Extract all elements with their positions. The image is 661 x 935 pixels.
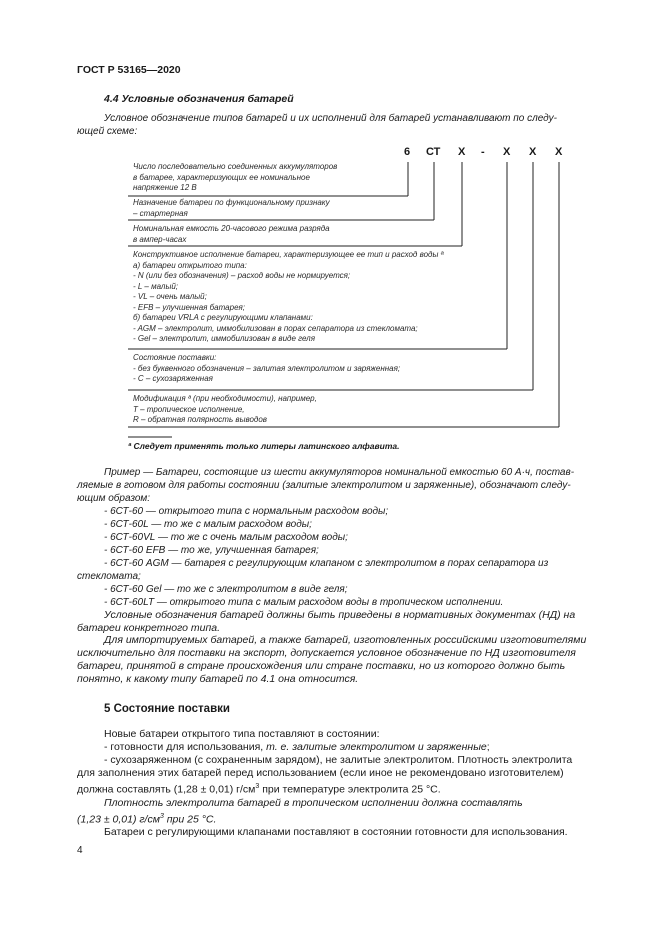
scheme-line: в ампер-часах xyxy=(133,234,187,244)
example-line: - 6СТ-60LT — открытого типа с малым расходом воды в тропическом исполнении. xyxy=(104,597,504,608)
scheme-line: - N (или без обозначения) – расход воды не нормируется; xyxy=(133,271,351,280)
text-run: должна составлять (1,28 ± 0,01) г/см xyxy=(77,783,256,796)
example-line: ющим образом: xyxy=(77,493,151,504)
scheme-line: - без буквенного обозначения – залитая электролитом и заряженная; xyxy=(133,363,401,373)
paragraph-nd-requirement xyxy=(77,609,575,635)
scheme-line: - VL – очень малый; xyxy=(133,292,207,301)
scheme-line: Номинальная емкость 20-часового режима разряда xyxy=(133,224,330,233)
paragraph-line: Для импортируемых батарей, а также батарей, изготовленных российскими изготовителями xyxy=(104,634,587,646)
section-5-line: для заполнения этих батарей перед использованием (если иное не рекомендовано изготовителем) xyxy=(77,767,564,779)
intro-line: Условное обозначение типов батарей и их исполнений для батарей устанавливают по следу- xyxy=(104,113,557,124)
scheme-line: R – обратная полярность выводов xyxy=(133,415,267,424)
scheme-line: напряжение 12 В xyxy=(133,183,197,192)
scheme-block-delivery xyxy=(133,353,400,385)
scheme-line: Назначение батареи по функциональному признаку xyxy=(133,198,330,207)
section-5-line: Батареи с регулирующими клапанами поставляют в состоянии готовности для использования. xyxy=(104,826,568,838)
superscript: 3 xyxy=(255,783,260,790)
page-number: 4 xyxy=(77,845,83,856)
scheme-line: в батарее, характеризующих ее номинальное xyxy=(133,172,310,182)
example-line: - 6СТ-60L — то же с малым расходом воды; xyxy=(104,519,312,530)
code-modification: Х xyxy=(555,146,563,158)
scheme-line: б) батареи VRLA с регулирующими клапанами: xyxy=(133,313,313,322)
scheme-line: Число последовательно соединенных аккумуляторов xyxy=(133,162,338,171)
paragraph-line: понятно, к какому типу батарей по 4.1 она относится. xyxy=(77,673,359,685)
scheme-line: Модификация ª (при необходимости), например, xyxy=(133,394,317,403)
scheme-block-modification xyxy=(133,394,317,426)
text-run: при 25 °С. xyxy=(163,813,217,825)
scheme-footnote: ª Следует применять только литеры латинского алфавита. xyxy=(128,441,400,451)
section-5-body xyxy=(77,728,572,839)
intro-line: ющей схеме: xyxy=(77,126,138,137)
example-line: стекломата; xyxy=(77,571,141,582)
section-4-4-title: 4.4 Условные обозначения батарей xyxy=(104,93,294,105)
scheme-line: а) батареи открытого типа: xyxy=(133,260,247,270)
scheme-block-construction xyxy=(133,250,444,345)
code-digit-count: 6 xyxy=(404,146,411,158)
text-run-italic: т. е. залитые электролитом и заряженные xyxy=(266,741,487,753)
scheme-block-capacity xyxy=(133,224,330,245)
scheme-line: – стартерная xyxy=(133,208,188,218)
paragraph-line: Условные обозначения батарей должны быть приведены в нормативных документах (НД) на xyxy=(104,609,576,621)
scheme-line: - С – сухозаряженная xyxy=(133,374,213,383)
code-capacity: Х xyxy=(458,146,466,158)
section-5-line xyxy=(77,780,572,797)
section-5-line xyxy=(77,741,572,754)
section-5-line: - сухозаряженном (с сохраненным зарядом), не залитые электролитом. Плотность электролита xyxy=(104,754,573,766)
superscript: 3 xyxy=(159,812,164,820)
section-5-line: Новые батареи открытого типа поставляют в состоянии: xyxy=(104,728,380,740)
paragraph-line: исключительно для поставки на экспорт, допускается условное обозначение по НД изготовителя xyxy=(77,647,576,659)
scheme-line: Состояние поставки: xyxy=(133,353,217,362)
scheme-line: Конструктивное исполнение батареи, характеризующее ее тип и расход воды ª xyxy=(133,250,444,259)
text-run: при температуре электролита 25 °С. xyxy=(259,783,441,796)
example-line: - 6СТ-60 EFB — то же, улучшенная батарея; xyxy=(104,545,319,556)
scheme-line: - AGM – электролит, иммобилизован в порах сепаратора из стекломата; xyxy=(133,323,418,333)
code-purpose: СТ xyxy=(426,146,441,158)
example-line: - 6СТ-60 Gel — то же с электролитом в виде геля; xyxy=(104,584,348,595)
section-5-line xyxy=(77,810,572,827)
scheme-block-cells xyxy=(133,162,337,194)
scheme-line: Т – тропическое исполнение, xyxy=(133,404,245,414)
code-construction: Х xyxy=(503,146,511,158)
text-run: (1,23 ± 0,01) г/см xyxy=(77,813,160,825)
text-run: ; xyxy=(486,741,490,753)
scheme-line: - L – малый; xyxy=(133,281,178,291)
section-5-title: 5 Состояние поставки xyxy=(104,703,230,715)
scheme-line: - Gel – электролит, иммобилизован в виде геля xyxy=(133,334,315,343)
paragraph-imported-batteries xyxy=(77,634,586,686)
text-run: - готовности для использования, xyxy=(104,741,267,753)
scheme-line: - EFB – улучшенная батарея; xyxy=(133,302,246,312)
scheme-block-purpose xyxy=(133,198,330,219)
example-line: Пример — Батареи, состоящие из шести аккумуляторов номинальной емкостью 60 А·ч, постав- xyxy=(104,467,575,478)
document-number: ГОСТ Р 53165—2020 xyxy=(77,64,181,76)
paragraph-line: батареи конкретного типа. xyxy=(77,622,221,634)
example-block xyxy=(77,466,574,609)
section-5-line: Плотность электролита батарей в тропическом исполнении должна составлять xyxy=(104,796,523,809)
example-line: - 6СТ-60VL — то же с очень малым расходом воды; xyxy=(104,532,348,543)
paragraph-line: батареи, принятой в стране происхождения или стране поставки, но из которого должно быть xyxy=(77,660,566,672)
code-dash: - xyxy=(481,146,485,158)
example-line: - 6СТ-60 — открытого типа с нормальным расходом воды; xyxy=(104,506,389,517)
example-line: ляемые в готовом для работы состоянии (залитые электролитом и заряженные), обозначают следу- xyxy=(77,480,571,491)
code-delivery-state: Х xyxy=(529,146,537,158)
example-line: - 6СТ-60 AGM — батарея с регулирующим клапаном с электролитом в порах сепаратора из xyxy=(104,558,549,569)
